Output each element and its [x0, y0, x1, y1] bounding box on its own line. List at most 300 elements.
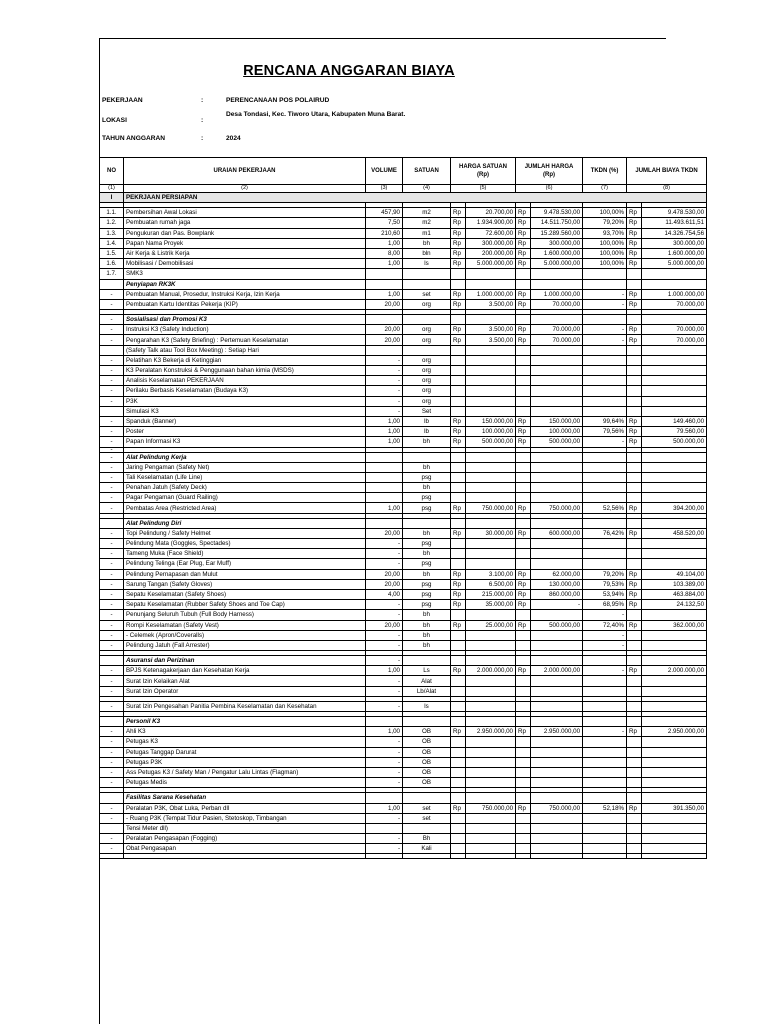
item-total-price [531, 386, 583, 396]
item-unit-price [466, 366, 516, 376]
item-tkdn-percent [583, 747, 627, 757]
currency-label [627, 493, 642, 503]
item-tkdn-amount [642, 767, 707, 777]
item-description: Pembatas Area (Restricted Area) [124, 503, 366, 513]
item-number: - [100, 376, 124, 386]
item-description: Sarung Tangan (Safety Gloves) [124, 579, 366, 589]
currency-label: Rp [627, 589, 642, 599]
currency-label [451, 549, 466, 559]
item-unit: psg [403, 589, 451, 599]
currency-label: Rp [516, 238, 531, 248]
currency-label: Rp [516, 259, 531, 269]
item-unit-price: 2.950.000,00 [466, 727, 516, 737]
table-row [100, 569, 707, 579]
item-number: 1.1. [100, 208, 124, 218]
item-description: Rompi Keselamatan (Safety Vest) [124, 620, 366, 630]
item-tkdn-percent [583, 757, 627, 767]
item-volume: - [366, 757, 403, 767]
item-description: Penahan Jatuh (Safety Deck) [124, 483, 366, 493]
item-number: - [100, 396, 124, 406]
item-number: - [100, 757, 124, 767]
pekerjaan-label: PEKERJAAN [102, 97, 143, 104]
item-number: 1.4. [100, 238, 124, 248]
item-number: - [100, 844, 124, 854]
item-unit: bln [403, 248, 451, 258]
item-unit-price [466, 462, 516, 472]
table-row [100, 757, 707, 767]
item-number: 1.2. [100, 218, 124, 228]
currency-label [451, 686, 466, 696]
item-tkdn-amount: 70.000,00 [642, 299, 707, 309]
item-tkdn-percent [583, 472, 627, 482]
currency-label [516, 406, 531, 416]
item-unit-price [466, 483, 516, 493]
item-description: Ass Petugas K3 / Safety Man / Pengatur Lalu Lintas (Flagman) [124, 767, 366, 777]
item-description: Petugas P3K [124, 757, 366, 767]
table-row [100, 228, 707, 238]
item-description: Petugas K3 [124, 737, 366, 747]
currency-label [627, 813, 642, 823]
item-number: - [100, 447, 124, 452]
item-tkdn-percent [583, 559, 627, 569]
item-unit: bh [403, 610, 451, 620]
currency-label [516, 483, 531, 493]
currency-label: Rp [516, 218, 531, 228]
item-tkdn-percent: - [583, 630, 627, 640]
item-unit: psg [403, 503, 451, 513]
item-unit: OB [403, 747, 451, 757]
currency-label [451, 345, 466, 355]
item-total-price: 600.000,00 [531, 528, 583, 538]
item-number: - [100, 539, 124, 549]
currency-label [627, 610, 642, 620]
table-row [100, 834, 707, 844]
item-volume [366, 717, 403, 727]
item-total-price: 5.000.000,00 [531, 259, 583, 269]
currency-label: Rp [627, 299, 642, 309]
subsection-row [100, 315, 707, 325]
item-unit-price [466, 345, 516, 355]
table-row [100, 610, 707, 620]
currency-label [516, 630, 531, 640]
currency-label: Rp [627, 727, 642, 737]
currency-label: Rp [627, 208, 642, 218]
item-tkdn-amount: 14.326.754,56 [642, 228, 707, 238]
item-unit: psg [403, 493, 451, 503]
item-tkdn-percent [583, 834, 627, 844]
item-number: 1.3. [100, 228, 124, 238]
item-unit-price [466, 355, 516, 365]
item-volume: 1,00 [366, 427, 403, 437]
item-description: Pembersihan Awal Lokasi [124, 208, 366, 218]
subsection-row [100, 656, 707, 666]
currency-label [627, 559, 642, 569]
item-total-price [531, 757, 583, 767]
item-unit: psg [403, 579, 451, 589]
table-row [100, 600, 707, 610]
item-unit: OB [403, 757, 451, 767]
currency-label: Rp [627, 600, 642, 610]
item-number: - [100, 472, 124, 482]
item-tkdn-amount: 1.600.000,00 [642, 248, 707, 258]
item-volume: - [366, 539, 403, 549]
item-description: (Safety Talk atau Tool Box Meeting) : Setiap Hari [124, 345, 366, 355]
item-volume: - [366, 610, 403, 620]
lokasi-label: LOKASI [102, 117, 127, 124]
currency-label [516, 813, 531, 823]
currency-label: Rp [451, 569, 466, 579]
item-volume: - [366, 376, 403, 386]
item-description: Pelatihan K3 Bekerja di Ketinggian [124, 355, 366, 365]
item-tkdn-percent [583, 279, 627, 289]
currency-label: Rp [516, 248, 531, 258]
item-number: - [100, 528, 124, 538]
item-total-price [531, 747, 583, 757]
table-row [100, 259, 707, 269]
item-description: Instruksi K3 (Safety Induction) [124, 325, 366, 335]
currency-label: Rp [451, 437, 466, 447]
currency-label [451, 376, 466, 386]
item-tkdn-amount: 11.493.611,51 [642, 218, 707, 228]
currency-label: Rp [516, 589, 531, 599]
currency-label [516, 452, 531, 462]
item-tkdn-percent: 93,70% [583, 228, 627, 238]
item-unit-price: 2.000.000,00 [466, 666, 516, 676]
item-total-price [531, 345, 583, 355]
table-row [100, 823, 707, 833]
item-unit-price [466, 279, 516, 289]
item-total-price: 15.289.560,00 [531, 228, 583, 238]
table-row [100, 289, 707, 299]
item-description: Sepatu Keselamatan (Safety Shoes) [124, 589, 366, 599]
currency-label: Rp [516, 727, 531, 737]
table-row [100, 299, 707, 309]
currency-label [627, 452, 642, 462]
item-volume: - [366, 844, 403, 854]
currency-label [627, 345, 642, 355]
item-description: Pembuatan Kartu Identitas Pekerja (KIP) [124, 299, 366, 309]
item-tkdn-amount [642, 640, 707, 650]
table-row [100, 676, 707, 686]
item-unit: org [403, 386, 451, 396]
item-tkdn-percent [583, 493, 627, 503]
item-number: - [100, 666, 124, 676]
item-number: - [100, 640, 124, 650]
currency-label [516, 315, 531, 325]
item-description: Obat Pengasapan [124, 844, 366, 854]
item-volume: 4,00 [366, 589, 403, 599]
item-tkdn-amount [642, 483, 707, 493]
item-number [100, 717, 124, 727]
item-description: Surat Izin Operator [124, 686, 366, 696]
currency-label: Rp [627, 416, 642, 426]
item-unit [403, 269, 451, 279]
currency-label: Rp [451, 727, 466, 737]
item-number: - [100, 778, 124, 788]
item-unit [403, 656, 451, 666]
currency-label [451, 854, 466, 859]
item-tkdn-amount: 362.000,00 [642, 620, 707, 630]
item-unit: OB [403, 778, 451, 788]
item-tkdn-amount [642, 656, 707, 666]
item-unit-price [466, 376, 516, 386]
item-total-price: - [531, 600, 583, 610]
currency-label: Rp [516, 416, 531, 426]
currency-label [627, 686, 642, 696]
currency-label: Rp [627, 803, 642, 813]
item-number: - [100, 767, 124, 777]
currency-label: Rp [451, 589, 466, 599]
item-tkdn-percent: - [583, 640, 627, 650]
index-cell: (7) [583, 185, 627, 193]
currency-label [516, 676, 531, 686]
currency-label: Rp [627, 238, 642, 248]
item-unit-price [466, 854, 516, 859]
item-volume [366, 854, 403, 859]
item-total-price [531, 717, 583, 727]
currency-label [451, 701, 466, 711]
item-unit-price: 3.500,00 [466, 299, 516, 309]
currency-label [627, 717, 642, 727]
item-volume: - [366, 559, 403, 569]
item-unit-price [466, 493, 516, 503]
item-total-price [531, 539, 583, 549]
item-description: - Celemek (Apron/Coveralls) [124, 630, 366, 640]
table-row [100, 727, 707, 737]
item-tkdn-amount [642, 279, 707, 289]
item-unit: OB [403, 767, 451, 777]
item-unit [403, 823, 451, 833]
table-row [100, 844, 707, 854]
item-volume: - [366, 701, 403, 711]
currency-label: Rp [627, 503, 642, 513]
item-tkdn-amount [642, 462, 707, 472]
currency-label [451, 640, 466, 650]
item-tkdn-percent [583, 269, 627, 279]
currency-label: Rp [516, 803, 531, 813]
item-tkdn-amount [642, 269, 707, 279]
item-unit [403, 345, 451, 355]
currency-label [627, 793, 642, 803]
table-row [100, 269, 707, 279]
item-unit-price [466, 701, 516, 711]
subsection-row [100, 518, 707, 528]
item-unit: Alat [403, 676, 451, 686]
item-number [100, 854, 124, 859]
item-tkdn-percent [583, 844, 627, 854]
table-row [100, 549, 707, 559]
item-total-price [531, 366, 583, 376]
table-row [100, 630, 707, 640]
item-tkdn-amount [642, 355, 707, 365]
section-number: I [100, 193, 124, 203]
header-no: NO [100, 158, 124, 185]
item-description: Penunjang Seluruh Tubuh (Full Body Harness) [124, 610, 366, 620]
pekerjaan-value: PERENCANAAN POS POLAIRUD [226, 97, 330, 104]
currency-label [451, 493, 466, 503]
item-tkdn-amount: 5.000.000,00 [642, 259, 707, 269]
item-volume: 7,50 [366, 218, 403, 228]
table-row [100, 472, 707, 482]
item-unit-price [466, 686, 516, 696]
currency-label [516, 717, 531, 727]
currency-label [516, 386, 531, 396]
document-title: RENCANA ANGGARAN BIAYA [243, 63, 455, 79]
item-number [100, 823, 124, 833]
item-unit-price: 3.100,00 [466, 569, 516, 579]
currency-label: Rp [627, 620, 642, 630]
item-tkdn-amount [642, 701, 707, 711]
currency-label: Rp [516, 228, 531, 238]
item-unit-price [466, 778, 516, 788]
item-unit-price: 35.000,00 [466, 600, 516, 610]
item-tkdn-amount [642, 452, 707, 462]
table-row [100, 559, 707, 569]
item-unit [403, 717, 451, 727]
item-total-price [531, 549, 583, 559]
item-tkdn-percent [583, 701, 627, 711]
item-unit-price [466, 396, 516, 406]
item-number: - [100, 315, 124, 325]
header-tkdn: TKDN (%) [583, 158, 627, 185]
item-unit-price [466, 452, 516, 462]
item-unit-price [466, 549, 516, 559]
header-jumlah-harga: JUMLAH HARGA (Rp) [516, 158, 583, 185]
subsection-row [100, 793, 707, 803]
item-volume: 1,00 [366, 803, 403, 813]
item-volume: - [366, 656, 403, 666]
item-total-price: 1.000.000,00 [531, 289, 583, 299]
item-number: - [100, 610, 124, 620]
item-description: Pembuatan Manual, Prosedur, Instruksi Kerja, Izin Kerja [124, 289, 366, 299]
item-tkdn-percent: - [583, 335, 627, 345]
item-tkdn-amount [642, 493, 707, 503]
item-total-price [531, 701, 583, 711]
item-number: - [100, 416, 124, 426]
table-row [100, 427, 707, 437]
item-tkdn-amount [642, 854, 707, 859]
item-tkdn-amount [642, 813, 707, 823]
item-number: - [100, 579, 124, 589]
item-tkdn-percent [583, 778, 627, 788]
item-tkdn-amount: 79.560,00 [642, 427, 707, 437]
item-tkdn-percent: 100,00% [583, 248, 627, 258]
item-number: - [100, 437, 124, 447]
item-total-price [531, 656, 583, 666]
item-tkdn-percent [583, 539, 627, 549]
currency-label: Rp [516, 208, 531, 218]
item-volume: - [366, 813, 403, 823]
currency-label [451, 559, 466, 569]
currency-label [627, 737, 642, 747]
currency-label [451, 386, 466, 396]
item-number: - [100, 355, 124, 365]
currency-label: Rp [451, 259, 466, 269]
item-number: - [100, 676, 124, 686]
item-unit-price: 300.000,00 [466, 238, 516, 248]
item-volume [366, 518, 403, 528]
item-volume [366, 483, 403, 493]
table-row [100, 416, 707, 426]
item-description: Perilaku Berbasis Keselamatan (Budaya K3) [124, 386, 366, 396]
item-unit: bh [403, 528, 451, 538]
item-tkdn-amount: 2.000.000,00 [642, 666, 707, 676]
item-tkdn-amount: 149.460,00 [642, 416, 707, 426]
table-row [100, 335, 707, 345]
item-tkdn-percent [583, 549, 627, 559]
currency-label [451, 279, 466, 289]
tahun-colon: : [201, 135, 204, 142]
currency-label [451, 823, 466, 833]
item-number: - [100, 335, 124, 345]
index-cell: (4) [403, 185, 451, 193]
currency-label: Rp [516, 600, 531, 610]
currency-label [627, 767, 642, 777]
item-number: - [100, 686, 124, 696]
item-unit-price [466, 559, 516, 569]
currency-label [516, 793, 531, 803]
header-jumlah-tkdn: JUMLAH BIAYA TKDN [627, 158, 707, 185]
currency-label [627, 747, 642, 757]
table-row [100, 589, 707, 599]
currency-label [627, 396, 642, 406]
item-total-price [531, 640, 583, 650]
currency-label: Rp [451, 579, 466, 589]
item-tkdn-percent [583, 793, 627, 803]
currency-label [627, 483, 642, 493]
item-unit-price [466, 610, 516, 620]
item-total-price: 9.478.530,00 [531, 208, 583, 218]
item-volume [366, 462, 403, 472]
item-total-price [531, 315, 583, 325]
item-description: Topi Pelindung / Safety Helmet [124, 528, 366, 538]
item-unit-price: 215.000,00 [466, 589, 516, 599]
item-tkdn-percent [583, 315, 627, 325]
currency-label [516, 518, 531, 528]
item-unit-price [466, 793, 516, 803]
item-tkdn-amount [642, 518, 707, 528]
item-volume [366, 823, 403, 833]
item-unit-price [466, 386, 516, 396]
item-number: 1.6. [100, 259, 124, 269]
item-description: Peralatan Pengasapan (Fogging) [124, 834, 366, 844]
currency-label: Rp [627, 528, 642, 538]
item-unit [403, 518, 451, 528]
currency-label [451, 406, 466, 416]
table-row [100, 406, 707, 416]
item-tkdn-percent: - [583, 325, 627, 335]
item-unit-price: 5.000.000,00 [466, 259, 516, 269]
item-number: - [100, 600, 124, 610]
currency-label: Rp [451, 228, 466, 238]
item-unit: bh [403, 630, 451, 640]
table-row [100, 803, 707, 813]
currency-label [451, 767, 466, 777]
currency-label: Rp [451, 299, 466, 309]
currency-label [627, 472, 642, 482]
item-number: - [100, 569, 124, 579]
item-tkdn-amount [642, 366, 707, 376]
currency-label [516, 279, 531, 289]
lokasi-colon: : [201, 117, 204, 124]
currency-label: Rp [451, 248, 466, 258]
item-number: - [100, 701, 124, 711]
currency-label [516, 686, 531, 696]
item-tkdn-amount [642, 386, 707, 396]
item-unit: ls [403, 259, 451, 269]
table-row [100, 208, 707, 218]
item-total-price [531, 793, 583, 803]
